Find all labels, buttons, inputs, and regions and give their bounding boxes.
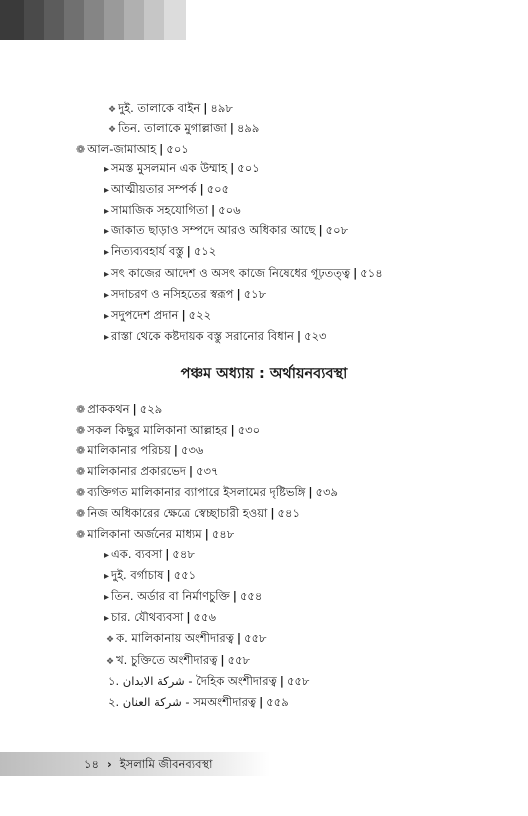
toc-entry <box>106 630 267 648</box>
triangle-bullet-icon: ▸ <box>104 185 110 196</box>
strip-block <box>124 0 144 40</box>
toc-entry <box>104 609 216 627</box>
separator-bar: | <box>199 182 204 196</box>
diamond-bullet-icon: ❖ <box>106 657 115 667</box>
toc-entry <box>108 673 309 689</box>
separator-bar: | <box>308 485 313 499</box>
triangle-bullet-icon: ▸ <box>104 592 110 603</box>
separator-bar: | <box>229 121 234 135</box>
toc-entry-page: ৫৪৮ <box>211 527 235 541</box>
toc-entry-title: ২. شركة العنان - সমঅংশীদারত্ব <box>108 695 257 709</box>
toc-entry-title: খ. চুক্তিতে অংশীদারত্ব <box>116 653 218 667</box>
separator-bar: | <box>186 244 191 258</box>
toc-entry <box>108 694 289 710</box>
footer <box>84 754 212 774</box>
separator-bar: | <box>270 506 275 520</box>
toc-entry-title: আত্মীয়তার সম্পর্ক <box>111 182 197 196</box>
diamond-bullet-icon: ❖ <box>106 635 115 645</box>
toc-entry-page: ৫৪১ <box>277 506 300 520</box>
toc-entry-page: ৪৯৯ <box>236 121 260 135</box>
strip-block <box>0 0 24 40</box>
strip-block <box>104 0 124 40</box>
toc-entry-title: মালিকানা অর্জনের মাধ্যম <box>87 527 202 541</box>
toc-entry-title: সদুপদেশ প্রদান <box>111 308 179 322</box>
toc-entry <box>104 181 229 199</box>
footer-book-title: ইসলামি জীবনব্যবস্থা <box>119 757 213 771</box>
toc-entry-title: মালিকানার প্রকারভেদ <box>87 464 186 478</box>
toc-entry-page: ৫৫৪ <box>239 589 263 603</box>
toc-entry-title: সদাচরণ ও নসিহতের স্বরূপ <box>111 287 234 301</box>
toc-entry-page: ৫০৫ <box>206 182 230 196</box>
toc-entry-page: ৫৪৮ <box>172 547 195 561</box>
toc-entry-title: তিন. অর্ডার বা নির্মাণচুক্তি <box>111 589 230 603</box>
toc-entry-page: ৫৩০ <box>237 423 261 437</box>
toc-entry <box>104 243 216 261</box>
triangle-bullet-icon: ▸ <box>104 550 110 561</box>
toc-entry <box>76 463 219 480</box>
toc-entry-page: ৫৫৮ <box>286 674 310 688</box>
toc-entry <box>76 422 260 439</box>
separator-bar: | <box>296 329 302 343</box>
toc-entry <box>76 505 300 522</box>
toc-entry-title: নিজ অধিকারের ক্ষেত্রে স্বেচ্ছাচারী হওয়া <box>87 506 268 520</box>
toc-entry-page: ৫৫৮ <box>244 631 267 645</box>
toc-entry-page: ৫২৯ <box>139 402 163 416</box>
separator-bar: | <box>203 101 208 115</box>
toc-entry-title: আল-জামাআহ <box>87 142 157 156</box>
toc-entry-title: জাকাত ছাড়াও সম্পদে আরও অধিকার আছে <box>111 223 316 237</box>
strip-block <box>144 0 164 40</box>
separator-bar: | <box>236 631 242 645</box>
toc-entry-page: ৫১৪ <box>360 266 383 280</box>
toc-entry-page: ৫১৮ <box>243 287 267 301</box>
toc-entry <box>104 567 196 585</box>
toc-entry-page: ৫০১ <box>166 142 189 156</box>
toc-entry <box>76 141 189 158</box>
toc-entry-title: সৎ কাজের আদেশ ও অসৎ কাজে নিষেধের গূঢ়তত্ত্ব <box>111 266 351 280</box>
toc-entry-page: ৫৫৯ <box>266 695 289 709</box>
triangle-bullet-icon: ▸ <box>104 206 110 217</box>
triangle-bullet-icon: ▸ <box>104 571 110 582</box>
toc-entry <box>104 286 266 304</box>
toc-entry <box>76 442 203 459</box>
flower-bullet-icon: ❁ <box>76 507 86 520</box>
toc-entry-page: ৫০১ <box>237 161 260 175</box>
triangle-bullet-icon: ▸ <box>104 290 110 301</box>
separator-bar: | <box>173 443 178 457</box>
flower-bullet-icon: ❁ <box>76 424 86 437</box>
toc-entry <box>104 265 383 283</box>
flower-bullet-icon: ❁ <box>76 486 86 499</box>
toc-entry-title: দুই. বর্গাচাষ <box>111 568 164 582</box>
triangle-bullet-icon: ▸ <box>104 226 110 237</box>
toc-entry <box>104 160 260 178</box>
toc-entry <box>76 401 162 418</box>
toc-entry-page: ৫০৮ <box>325 223 349 237</box>
toc-entry-page: ৪৯৮ <box>210 101 233 115</box>
diamond-bullet-icon: ❖ <box>108 105 117 115</box>
separator-bar: | <box>165 547 170 561</box>
toc-entry <box>104 222 348 240</box>
toc-entry <box>76 484 338 501</box>
flower-bullet-icon: ❁ <box>76 444 86 457</box>
toc-entry <box>106 652 250 670</box>
toc-entry <box>108 120 259 138</box>
toc-entry-title: দুই. তালাকে বাইন <box>118 101 201 115</box>
toc-entry-title: তিন. তালাকে মুগাল্লাজা <box>118 121 227 135</box>
toc-entry-title: চার. যৌথব্যবসা <box>111 610 184 624</box>
triangle-bullet-icon: ▸ <box>104 332 110 343</box>
toc-entry-page: ৫৩৬ <box>180 443 204 457</box>
toc-entry-title: সকল কিছুর মালিকানা আল্লাহর <box>87 423 228 437</box>
footer-page-number: ১৪ <box>84 757 99 771</box>
toc-entry-page: ৫১২ <box>193 244 217 258</box>
toc-entry-title: ১. شركة الابدان - দৈহিক অংশীদারত্ব <box>108 674 277 688</box>
toc-entry-title: নিত্যব্যবহার্য বস্তু <box>111 244 184 258</box>
toc-entry <box>76 526 234 543</box>
toc-entry-page: ৫৫১ <box>173 568 197 582</box>
header-gradient-strip <box>0 0 186 40</box>
separator-bar: | <box>204 527 209 541</box>
separator-bar: | <box>353 266 358 280</box>
flower-bullet-icon: ❁ <box>76 143 86 156</box>
toc-entry-title: সমস্ত মুসলমান এক উম্মাহ <box>111 161 228 175</box>
flower-bullet-icon: ❁ <box>76 465 86 478</box>
separator-bar: | <box>132 402 137 416</box>
toc-entry-title: প্রাককথন <box>87 402 130 416</box>
toc-entry-page: ৫৫৬ <box>193 610 216 624</box>
chapter-heading: পঞ্চম অধ্যায় : অর্থায়নব্যবস্থা <box>180 366 348 382</box>
diamond-bullet-icon: ❖ <box>108 125 117 135</box>
toc-entry-title: ক. মালিকানায় অংশীদারত্ব <box>116 631 234 645</box>
toc-entry-page: ৫৫৮ <box>227 653 250 667</box>
toc-entry-page: ৫৩৭ <box>196 464 219 478</box>
separator-bar: | <box>318 223 323 237</box>
toc-entry-title: মালিকানার পরিচয় <box>87 443 171 457</box>
triangle-bullet-icon: ▸ <box>104 164 110 175</box>
toc-entry <box>104 328 327 346</box>
strip-block <box>64 0 84 40</box>
separator-bar: | <box>186 610 191 624</box>
toc-entry-title: রাস্তা থেকে কষ্টদায়ক বস্তু সরানোর বিধান <box>111 329 294 343</box>
toc-entry-page: ৫৩৯ <box>315 485 338 499</box>
separator-bar: | <box>232 589 237 603</box>
separator-bar: | <box>220 653 225 667</box>
triangle-bullet-icon: ▸ <box>104 311 110 322</box>
triangle-bullet-icon: ▸ <box>104 247 110 258</box>
separator-bar: | <box>230 423 235 437</box>
strip-block <box>44 0 64 40</box>
toc-entry-title: এক. ব্যবসা <box>111 547 163 561</box>
strip-block <box>164 0 186 40</box>
separator-bar: | <box>236 287 241 301</box>
separator-bar: | <box>279 674 284 688</box>
strip-block <box>24 0 44 40</box>
separator-bar: | <box>259 695 264 709</box>
toc-entry-title: সামাজিক সহযোগিতা <box>111 203 208 217</box>
flower-bullet-icon: ❁ <box>76 528 86 541</box>
separator-bar: | <box>230 161 235 175</box>
toc-entry-page: ৫০৬ <box>218 203 241 217</box>
toc-entry-page: ৫২২ <box>188 308 212 322</box>
strip-block <box>84 0 104 40</box>
triangle-bullet-icon: ▸ <box>104 269 110 280</box>
toc-entry <box>104 588 262 606</box>
flower-bullet-icon: ❁ <box>76 403 86 416</box>
toc-entry <box>104 546 195 564</box>
toc-entry <box>108 100 233 118</box>
toc-entry-page: ৫২৩ <box>304 329 327 343</box>
separator-bar: | <box>181 308 186 322</box>
separator-bar: | <box>159 142 164 156</box>
separator-bar: | <box>210 203 216 217</box>
toc-entry <box>104 202 241 220</box>
toc-entry <box>104 307 211 325</box>
toc-entry-title: ব্যক্তিগত মালিকানার ব্যাপারে ইসলামের দৃষ্টিভঙ্গি <box>87 485 306 499</box>
triangle-bullet-icon: ▸ <box>104 613 110 624</box>
separator-bar: | <box>188 464 194 478</box>
footer-arrow-icon: › <box>106 757 112 771</box>
separator-bar: | <box>166 568 171 582</box>
